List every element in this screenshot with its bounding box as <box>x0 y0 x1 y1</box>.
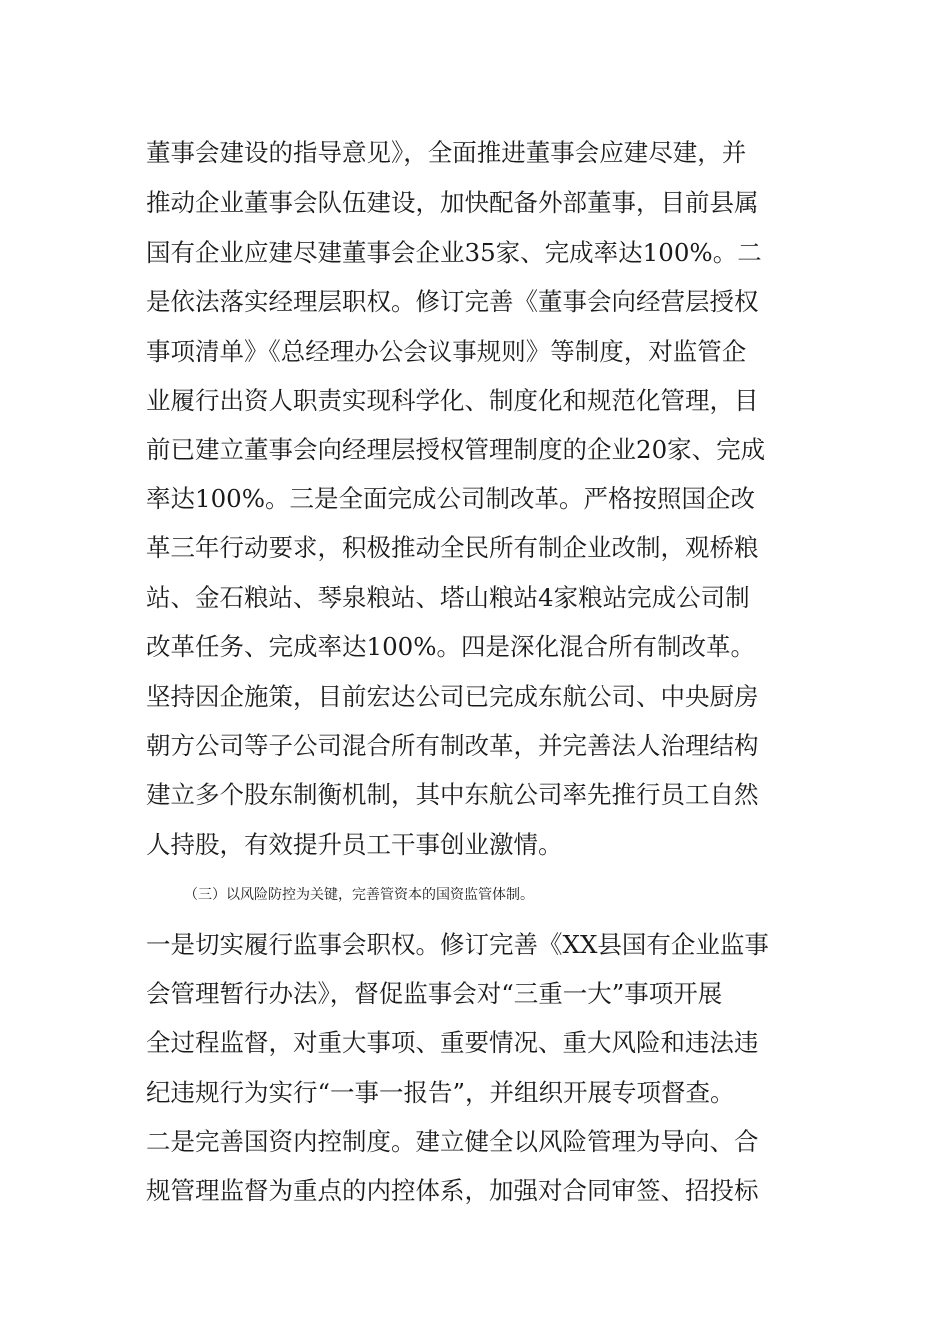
text-line-1: 董事会建设的指导意见》，全面推进董事会应建尽建，并 <box>146 138 747 167</box>
text-line-8: 率达100%。三是全面完成公司制改革。严格按照国企改 <box>146 484 756 513</box>
text-line-6: 业履行出资人职责实现科学化、制度化和规范化管理，目 <box>146 386 759 415</box>
text-line-2: 推动企业董事会队伍建设，加快配备外部董事，目前县属 <box>146 188 759 217</box>
text-line-20: 纪违规行为实行“一事一报告”，并组织开展专项督查。 <box>146 1078 735 1107</box>
text-line-17: 一是切实履行监事会职权。修订完善《XX县国有企业监事 <box>146 930 769 959</box>
text-line-21: 二是完善国资内控制度。建立健全以风险管理为导向、合 <box>146 1127 759 1156</box>
text-line-13: 朝方公司等子公司混合所有制改革，并完善法人治理结构 <box>146 731 759 760</box>
text-line-12: 坚持因企施策，目前宏达公司已完成东航公司、中央厨房 <box>146 682 759 711</box>
text-line-4: 是依法落实经理层职权。修订完善《董事会向经营层授权 <box>146 287 759 316</box>
text-line-7: 前已建立董事会向经理层授权管理制度的企业20家、完成 <box>146 435 766 464</box>
text-line-11: 改革任务、完成率达100%。四是深化混合所有制改革。 <box>146 632 756 661</box>
text-line-14: 建立多个股东制衡机制，其中东航公司率先推行员工自然 <box>146 780 759 809</box>
text-line-15: 人持股，有效提升员工干事创业激情。 <box>146 830 563 859</box>
text-line-19: 全过程监督，对重大事项、重要情况、重大风险和违法违 <box>146 1028 759 1057</box>
text-line-5: 事项清单》《总经理办公会议事规则》等制度，对监管企 <box>146 337 747 366</box>
text-line-22: 规管理监督为重点的内控体系，加强对合同审签、招投标 <box>146 1176 759 1205</box>
text-line-10: 站、金石粮站、琴泉粮站、塔山粮站4家粮站完成公司制 <box>146 583 750 612</box>
text-line-9: 革三年行动要求，积极推动全民所有制企业改制，观桥粮 <box>146 533 759 562</box>
section-heading: （三）以风险防控为关键，完善管资本的国资监管体制。 <box>184 887 534 903</box>
text-line-3: 国有企业应建尽建董事会企业35家、完成率达100%。二 <box>146 238 762 267</box>
text-line-18: 会管理暂行办法》，督促监事会对“三重一大”事项开展 <box>146 979 723 1008</box>
